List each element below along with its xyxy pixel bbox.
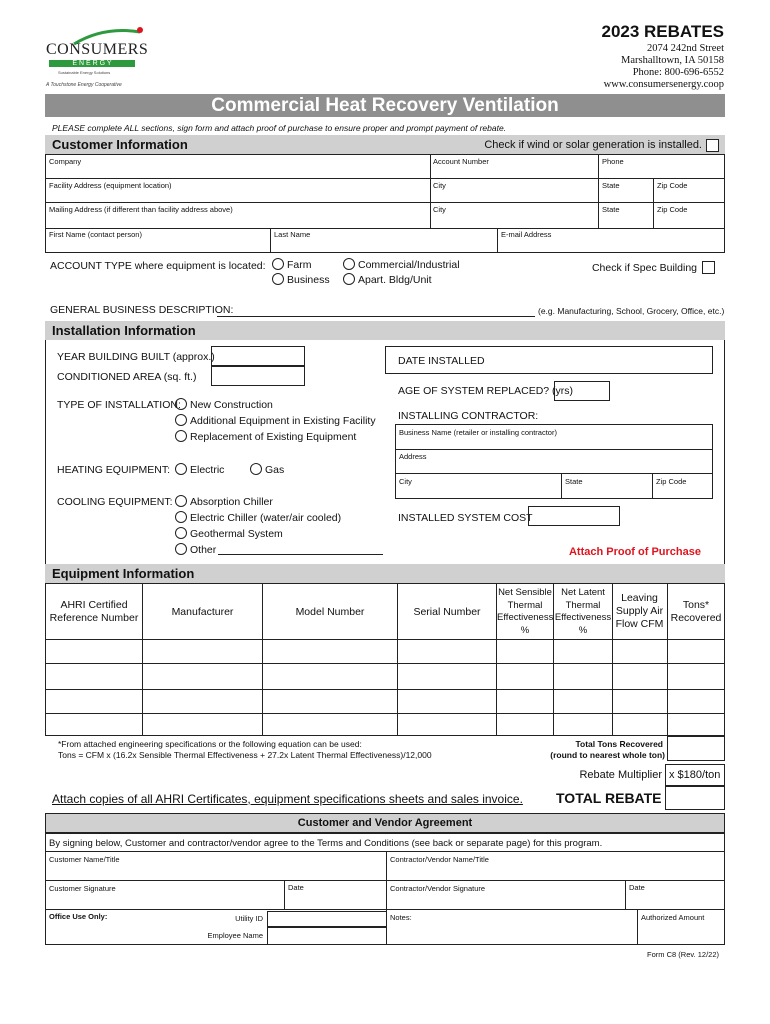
age-replaced-input[interactable] — [554, 381, 610, 401]
utility-id-label: Utility ID — [235, 914, 263, 923]
cooling-label: COOLING EQUIPMENT: — [57, 496, 173, 508]
contractor-name-field[interactable]: Contractor/Vendor Name/Title — [390, 855, 489, 864]
farm-label: Farm — [287, 259, 312, 271]
instructions: PLEASE complete ALL sections, sign form and attach proof of purchase to ensure proper and prompt payment of rebate. — [52, 123, 507, 133]
type-replacement[interactable] — [175, 430, 356, 443]
customer-name-field[interactable]: Customer Name/Title — [49, 855, 120, 864]
phone-field[interactable]: Phone — [602, 157, 624, 166]
heat-electric-label: Electric — [190, 464, 225, 476]
authorized-amount-field[interactable]: Authorized Amount — [641, 913, 705, 922]
installed-cost-label: INSTALLED SYSTEM COST — [398, 512, 533, 524]
email-field[interactable]: E-mail Address — [501, 230, 552, 239]
rebate-multiplier-value: x $180/ton — [669, 769, 721, 781]
other-label: Other — [190, 544, 217, 556]
farm-radio[interactable] — [272, 258, 284, 270]
footnote-1: *From attached engineering specifications or the following equation can be used: — [58, 739, 362, 749]
utility-id-input[interactable] — [267, 911, 387, 927]
col-ahri: AHRI Certified Reference Number — [49, 599, 139, 624]
additional-equipment-radio[interactable] — [175, 414, 187, 426]
spec-building-label: Check if Spec Building — [591, 262, 697, 274]
notes-field[interactable]: Notes: — [390, 913, 412, 922]
absorption-radio[interactable] — [175, 495, 187, 507]
facility-city-field[interactable]: City — [433, 181, 446, 190]
other-radio[interactable] — [175, 543, 187, 555]
col-model: Model Number — [295, 606, 365, 618]
rebate-multiplier-label: Rebate Multiplier — [579, 769, 662, 781]
date-installed-label: DATE INSTALLED — [398, 355, 485, 367]
total-rebate-label: TOTAL REBATE — [556, 790, 662, 806]
col-manufacturer: Manufacturer — [171, 606, 234, 618]
heat-gas-label: Gas — [265, 464, 285, 476]
facility-zip-field[interactable]: Zip Code — [657, 181, 688, 190]
mailing-city-field[interactable]: City — [433, 205, 446, 214]
account-type-label: ACCOUNT TYPE where equipment is located: — [50, 260, 266, 272]
last-name-field[interactable]: Last Name — [274, 230, 311, 239]
installing-contractor-label: INSTALLING CONTRACTOR: — [398, 410, 539, 422]
new-construction-label: New Construction — [190, 399, 273, 411]
gen-business-line[interactable] — [217, 316, 535, 317]
commercial-radio[interactable] — [343, 258, 355, 270]
mailing-state-field[interactable]: State — [602, 205, 620, 214]
address-line-1: 2074 242nd Street — [647, 43, 724, 54]
year-built-input[interactable] — [211, 346, 305, 366]
business-name-field[interactable]: Business Name (retailer or installing contractor) — [399, 428, 557, 437]
col-leaving: Leaving Supply Air Flow CFM — [615, 592, 664, 630]
office-use-label: Office Use Only: — [49, 912, 108, 921]
form-title: Commercial Heat Recovery Ventilation — [45, 94, 725, 117]
type-additional[interactable] — [175, 414, 376, 427]
geothermal-radio[interactable] — [175, 527, 187, 539]
contractor-date-field[interactable]: Date — [629, 883, 645, 892]
customer-heading: Customer Information — [52, 137, 188, 152]
heat-gas-radio[interactable] — [250, 463, 262, 475]
col-latent: Net Latent Thermal Effectiveness % — [554, 587, 612, 636]
heating-gas[interactable] — [250, 463, 284, 476]
gen-business-hint: (e.g. Manufacturing, School, Grocery, Office, etc.) — [538, 306, 725, 316]
first-name-field[interactable]: First Name (contact person) — [49, 230, 142, 239]
employee-name-input[interactable] — [267, 927, 387, 945]
contractor-city-field[interactable]: City — [399, 477, 412, 486]
wind-solar-label: Check if wind or solar generation is installed. — [484, 139, 702, 151]
gen-business-label: GENERAL BUSINESS DESCRIPTION: — [50, 304, 234, 316]
phone-number: Phone: 800-696-6552 — [632, 67, 724, 78]
business-label: Business — [287, 274, 330, 286]
conditioned-area-input[interactable] — [211, 366, 305, 386]
address-block — [604, 43, 724, 91]
facility-state-field[interactable]: State — [602, 181, 620, 190]
contractor-zip-field[interactable]: Zip Code — [656, 477, 687, 486]
logo — [44, 24, 149, 94]
employee-name-label: Employee Name — [207, 931, 263, 940]
mailing-address-field[interactable]: Mailing Address (if different than facility address above) — [49, 205, 233, 214]
attach-copies: Attach copies of all AHRI Certificates, equipment specifications sheets and sales invoice. — [52, 792, 523, 806]
logo-name: CONSUMERS — [46, 41, 149, 58]
customer-date-field[interactable]: Date — [288, 883, 304, 892]
age-replaced-label: AGE OF SYSTEM REPLACED? (yrs) — [398, 385, 574, 397]
account-type-farm[interactable] — [272, 258, 312, 271]
account-type-commercial[interactable] — [343, 258, 460, 271]
company-field[interactable]: Company — [49, 157, 82, 166]
replacement-label: Replacement of Existing Equipment — [190, 431, 357, 443]
contractor-state-field[interactable]: State — [565, 477, 583, 486]
footnote-2: Tons = CFM x (16.2x Sensible Thermal Effectiveness + 27.2x Latent Thermal Effectiveness)/12,000 — [58, 750, 432, 760]
contractor-signature-field[interactable]: Contractor/Vendor Signature — [390, 884, 486, 893]
total-rebate-box[interactable] — [665, 786, 725, 810]
col-sensible: Net Sensible Thermal Effectiveness % — [497, 587, 554, 636]
customer-grid — [45, 154, 725, 253]
logo-sub: E N E R G Y — [49, 60, 135, 67]
col-serial: Serial Number — [413, 606, 481, 618]
customer-signature-field[interactable]: Customer Signature — [49, 884, 116, 893]
round-note: (round to nearest whole ton) — [550, 750, 665, 760]
agreement-heading: Customer and Vendor Agreement — [297, 817, 473, 829]
additional-equipment-label: Additional Equipment in Existing Facility — [190, 415, 376, 427]
contractor-address-field[interactable]: Address — [399, 452, 427, 461]
absorption-label: Absorption Chiller — [190, 496, 273, 508]
cooling-electric[interactable] — [175, 511, 341, 524]
electric-chiller-label: Electric Chiller (water/air cooled) — [190, 512, 342, 524]
logo-bottom: A Touchstone Energy Cooperative — [46, 82, 122, 88]
conditioned-area-label: CONDITIONED AREA (sq. ft.) — [57, 371, 197, 383]
wind-solar-checkbox[interactable] — [706, 139, 719, 152]
form-number: Form C8 (Rev. 12/22) — [647, 950, 719, 959]
apart-label: Apart. Bldg/Unit — [358, 274, 432, 286]
rebates-title: 2023 REBATES — [601, 22, 724, 41]
geothermal-label: Geothermal System — [190, 528, 283, 540]
cooling-other[interactable] — [175, 543, 216, 556]
cooling-absorption[interactable] — [175, 495, 273, 508]
heating-label: HEATING EQUIPMENT: — [57, 464, 170, 476]
account-type-apart[interactable] — [343, 273, 432, 286]
mailing-zip-field[interactable]: Zip Code — [657, 205, 688, 214]
electric-chiller-radio[interactable] — [175, 511, 187, 523]
new-construction-radio[interactable] — [175, 398, 187, 410]
account-number-field[interactable]: Account Number — [433, 157, 489, 166]
business-radio[interactable] — [272, 273, 284, 285]
replacement-radio[interactable] — [175, 430, 187, 442]
equipment-heading: Equipment Information — [52, 566, 195, 581]
logo-tag: Sustainable Energy Solutions — [58, 70, 111, 75]
heat-electric-radio[interactable] — [175, 463, 187, 475]
commercial-label: Commercial/Industrial — [358, 259, 460, 271]
type-new[interactable] — [175, 398, 273, 411]
spec-building-checkbox[interactable] — [702, 261, 715, 274]
total-tons-label: Total Tons Recovered — [575, 739, 663, 749]
apart-radio[interactable] — [343, 273, 355, 285]
account-type-business[interactable] — [272, 273, 330, 286]
col-tons: Tons* Recovered — [670, 599, 722, 624]
installation-heading: Installation Information — [52, 323, 196, 338]
cooling-geothermal[interactable] — [175, 527, 283, 540]
facility-address-field[interactable]: Facility Address (equipment location) — [49, 181, 172, 190]
heating-electric[interactable] — [175, 463, 224, 476]
year-built-label: YEAR BUILDING BUILT (approx.) — [57, 351, 215, 363]
attach-proof: Attach Proof of Purchase — [568, 546, 701, 558]
address-line-2: Marshalltown, IA 50158 — [621, 55, 724, 66]
type-installation-label: TYPE OF INSTALLATION: — [57, 399, 181, 411]
installed-cost-input[interactable] — [528, 506, 620, 526]
agreement-text: By signing below, Customer and contractor/vendor agree to the Terms and Conditions (see back or separate page) for this program. — [49, 838, 603, 849]
website: www.consumersenergy.coop — [603, 79, 724, 90]
other-line[interactable] — [218, 554, 383, 555]
total-tons-box[interactable] — [667, 736, 725, 761]
